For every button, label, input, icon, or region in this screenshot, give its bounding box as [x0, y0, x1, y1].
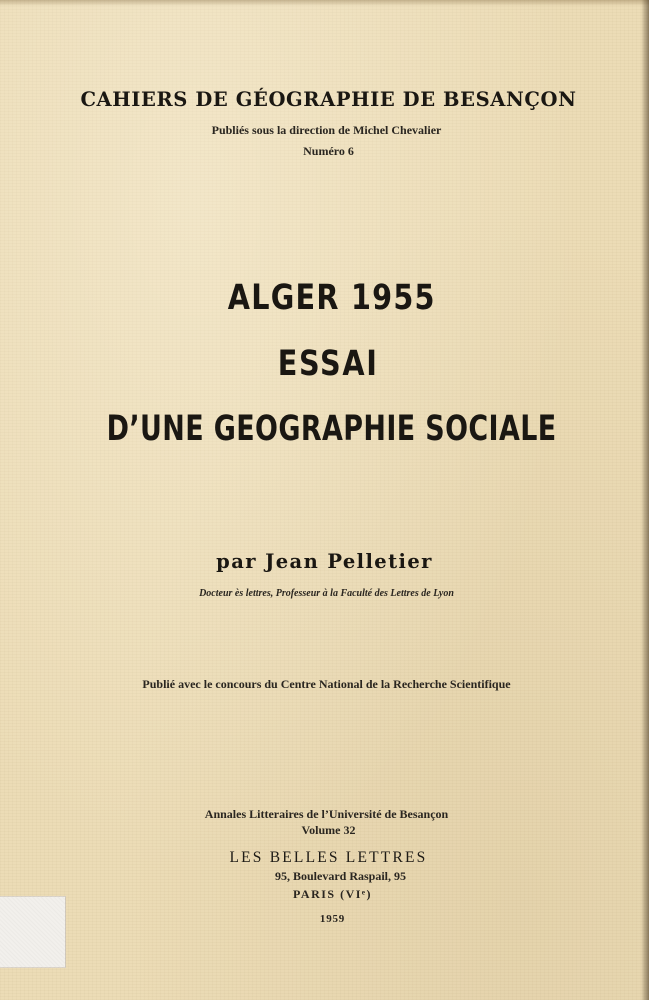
- book-title-line-2: ESSAI: [277, 344, 379, 384]
- annales-line: Annales Litteraires de l’Université de Besançon: [204, 807, 449, 821]
- series-direction: Publiés sous la direction de Michel Chevalier: [211, 123, 442, 137]
- series-number: Numéro 6: [303, 144, 354, 158]
- book-title-line-1: ALGER 1955: [227, 278, 436, 318]
- publication-year: 1959: [319, 913, 346, 925]
- publisher-address: 95, Boulevard Raspail, 95: [274, 869, 406, 883]
- publisher-city: PARIS (VIᵉ): [292, 887, 373, 901]
- author-byline: par Jean Pelletier: [216, 550, 433, 573]
- author-credentials: Docteur ès lettres, Professeur à la Faculté des Lettres de Lyon: [199, 588, 454, 599]
- publication-note: Publié avec le concours du Centre National de la Recherche Scientifique: [142, 677, 511, 691]
- book-title-line-3: D’UNE GEOGRAPHIE SOCIALE: [106, 409, 557, 449]
- series-title: CAHIERS DE GÉOGRAPHIE DE BESANÇON: [80, 88, 577, 111]
- cover-top-edge: [0, 0, 649, 6]
- publisher-name: LES BELLES LETTRES: [229, 849, 428, 866]
- volume-line: Volume 32: [301, 823, 356, 837]
- library-label-sticker: [0, 896, 66, 968]
